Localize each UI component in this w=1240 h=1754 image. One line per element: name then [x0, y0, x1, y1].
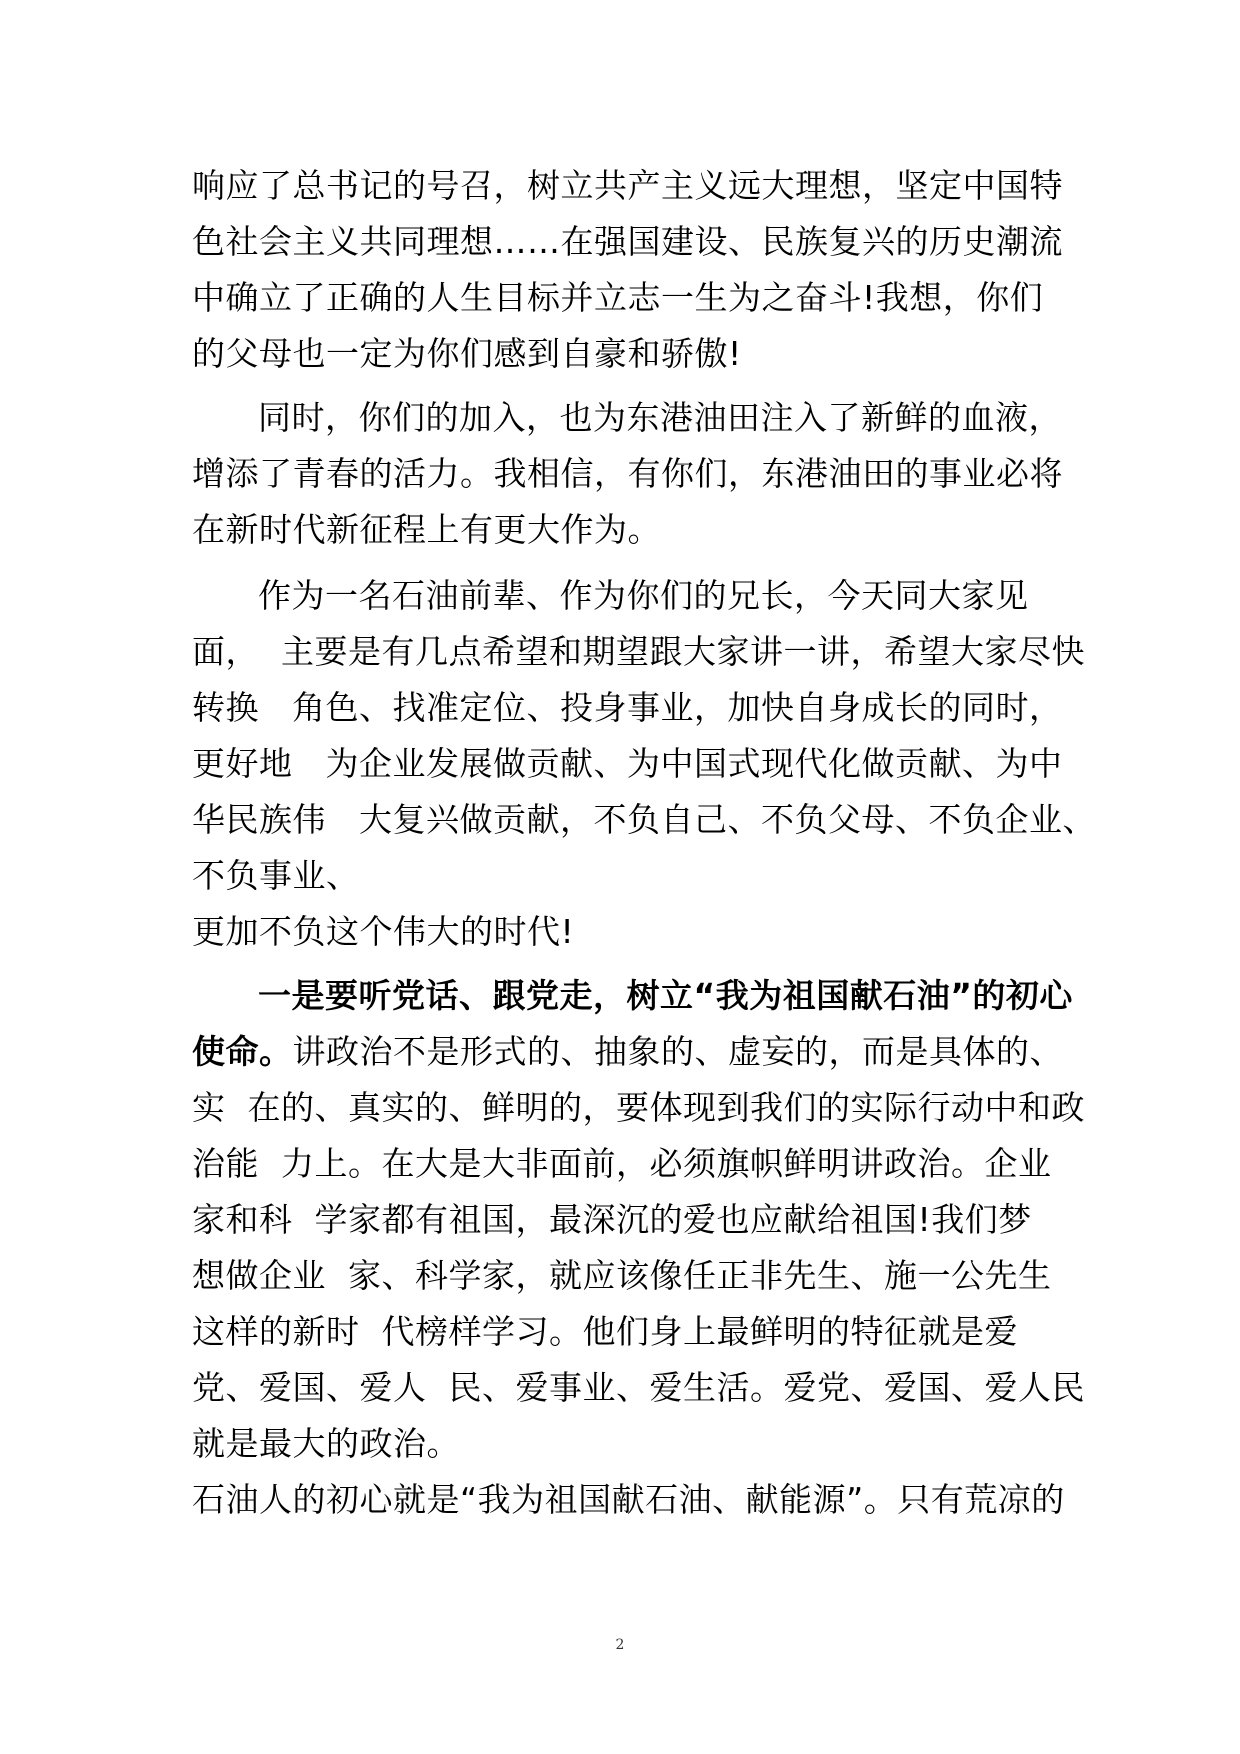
text-line: 更加不负这个伟大的时代!	[192, 912, 575, 951]
page-number: 2	[615, 1637, 625, 1653]
text-line: 在新时代新征程上有更大作为。	[192, 510, 661, 549]
text-run: 讲政治不是形式的、抽象的、虚妄的，而是具体的、	[292, 1032, 1063, 1071]
text-line: 面， 主要是有几点希望和期望跟大家讲一讲，希望大家尽快	[192, 632, 1085, 671]
text-line: 中确立了正确的人生目标并立志一生为之奋斗!我想，你们	[192, 278, 1044, 317]
text-line: 更好地 为企业发展做贡献、为中国式现代化做贡献、为中	[192, 744, 1063, 783]
text-line: 响应了总书记的号召，树立共产主义远大理想，坚定中国特	[192, 166, 1063, 205]
text-line: 石油人的初心就是“我为祖国献石油、献能源”。只有荒凉的	[192, 1480, 1065, 1519]
text-line: 家和科 学家都有祖国，最深沉的爱也应献给祖国!我们梦	[192, 1200, 1032, 1239]
text-line: 就是最大的政治。	[192, 1424, 460, 1463]
paragraph-first-line: 同时，你们的加入，也为东港油田注入了新鲜的血液，	[258, 398, 1062, 437]
text-line	[192, 1032, 1063, 1072]
text-line: 治能 力上。在大是大非面前，必须旗帜鲜明讲政治。企业	[192, 1144, 1052, 1183]
section-heading-continuation: 使命。	[192, 1032, 293, 1071]
text-line: 的父母也一定为你们感到自豪和骄傲!	[192, 334, 742, 373]
text-line: 增添了青春的活力。我相信，有你们，东港油田的事业必将	[192, 454, 1063, 493]
text-line: 色社会主义共同理想……在强国建设、民族复兴的历史潮流	[192, 222, 1063, 261]
text-line: 转换 角色、找准定位、投身事业，加快自身成长的同时，	[192, 688, 1063, 727]
text-line: 华民族伟 大复兴做贡献，不负自己、不负父母、不负企业、	[192, 800, 1096, 839]
section-heading: 一是要听党话、跟党走，树立“我为祖国献石油”的初心	[258, 976, 1073, 1015]
paragraph-first-line: 作为一名石油前辈、作为你们的兄长，今天同大家见	[258, 576, 1029, 615]
text-line: 这样的新时 代榜样学习。他们身上最鲜明的特征就是爱	[192, 1312, 1018, 1351]
text-line: 不负事业、	[192, 856, 360, 895]
text-line: 想做企业 家、科学家，就应该像任正非先生、施一公先生	[192, 1256, 1052, 1295]
text-line: 实 在的、真实的、鲜明的，要体现到我们的实际行动中和政	[192, 1088, 1085, 1127]
text-line: 党、爱国、爱人 民、爱事业、爱生活。爱党、爱国、爱人民	[192, 1368, 1085, 1407]
